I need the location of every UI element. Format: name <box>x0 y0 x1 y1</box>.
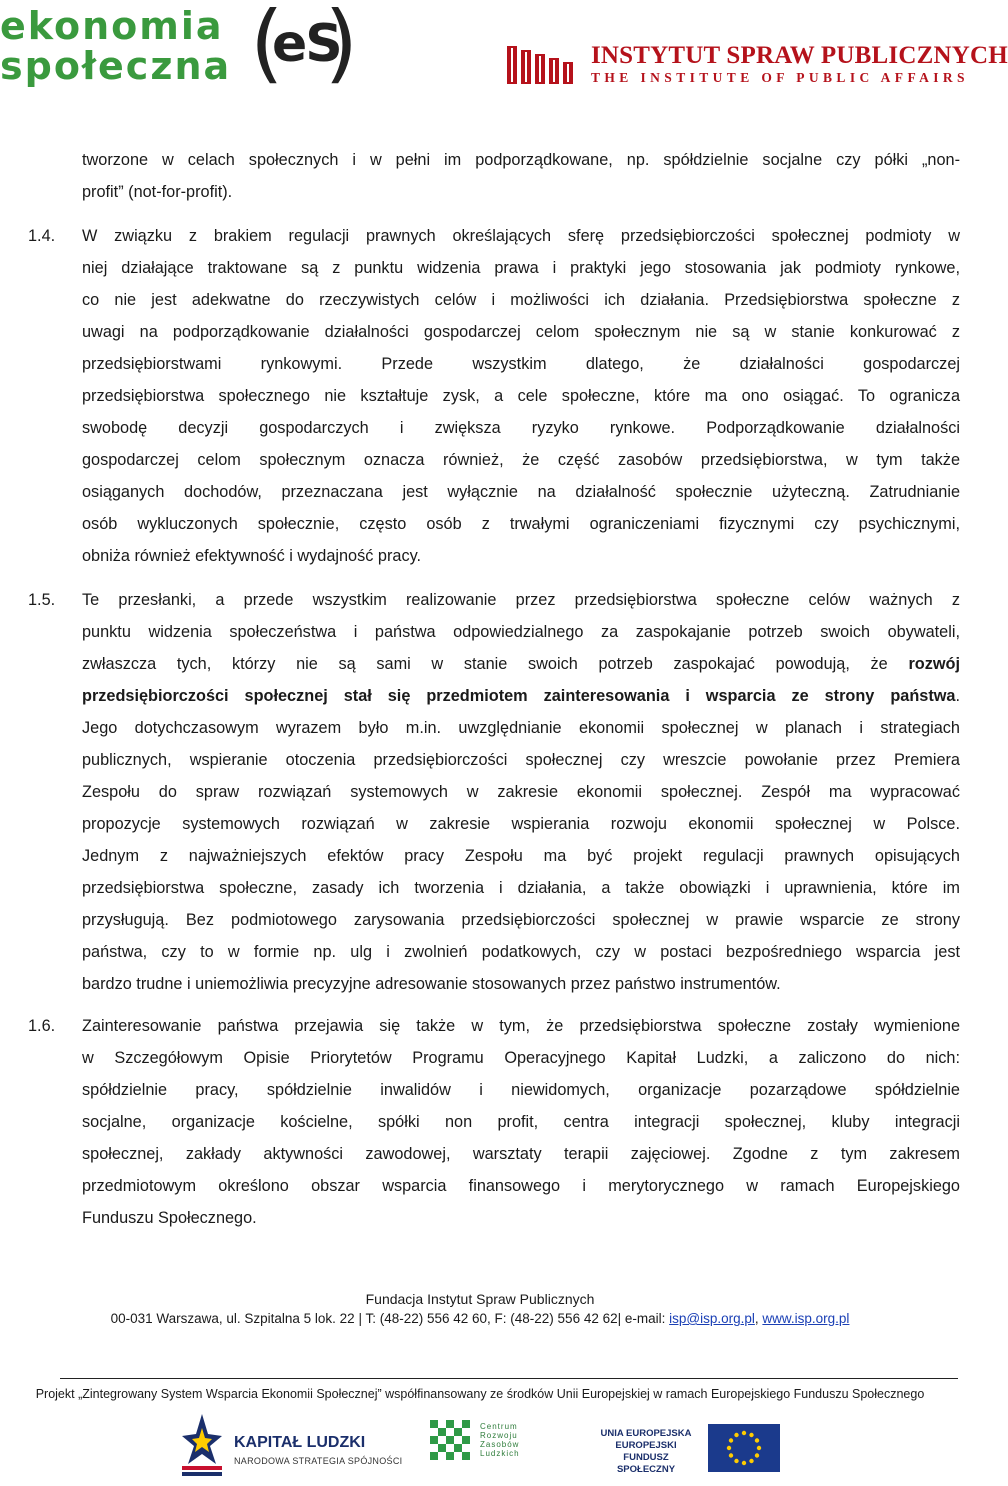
isp-logo <box>505 42 1008 88</box>
columns-icon <box>505 46 585 84</box>
footer-address: 00-031 Warszawa, ul. Szpitalna 5 lok. 22 | T: (48-22) 556 42 60, F: (48-22) 556 42 62| e-mail: <box>110 1311 670 1326</box>
text-line: przedsiębiorstwa społeczne, zasady ich tworzenia i działania, a także obowiązki i uprawnienia, które im <box>82 879 960 897</box>
kl-subtitle: NARODOWA STRATEGIA SPÓJNOŚCI <box>234 1456 403 1466</box>
section-number: 1.4. <box>28 227 56 245</box>
text-line: gospodarczej celom społecznym oznacza również, że część zasobów przedsiębiorstwa, w tym także <box>82 451 960 469</box>
text-line: osiąganych dochodów, przeznaczana jest wyłącznie na działalność społecznie użyteczną. Zatrudnianie <box>82 483 960 501</box>
text-line: Jego dotychczasowym wyrazem było m.in. uwzględnianie ekonomii społecznej w planach i strategiach <box>82 719 960 737</box>
bold-text: przedsiębiorczości społecznej stał się przedmiotem zainteresowania i wsparcia ze strony państwa <box>82 687 956 705</box>
footer-address-line <box>0 1311 960 1326</box>
text-line: obniża również efektywność i wydajność pracy. <box>82 547 422 565</box>
text-line: przedsiębiorstwa społecznego nie kształtuje zysk, a cele społeczne, które ma ono osiągać. To ogranicza <box>82 387 960 405</box>
section-number: 1.6. <box>28 1017 56 1035</box>
text-line: Te przesłanki, a przede wszystkim realizowanie przez przedsiębiorstwa społeczne celów ważnych z <box>82 591 960 609</box>
text-line: spółdzielnie pracy, spółdzielnie inwalidów i niewidomych, organizacje pozarządowe spółdzielnie <box>82 1081 960 1099</box>
text-line: przedsiębiorstwami rynkowymi. Przede wszystkim dlatego, że działalności gospodarczej <box>82 355 960 373</box>
text-line: tworzone w celach społecznych i w pełni im podporządkowane, np. spółdzielnie socjalne czy półki „non- <box>82 151 960 169</box>
text-line <box>82 685 960 707</box>
ekonomia-spoleczna-logo <box>0 0 360 93</box>
footer-org: Fundacja Instytut Spraw Publicznych <box>365 1291 595 1307</box>
text-line: w Szczegółowym Opisie Priorytetów Programu Operacyjnego Kapitał Ludzki, a zaliczono do nich: <box>82 1049 960 1067</box>
eu-logo <box>600 1424 870 1480</box>
email-link[interactable]: isp@isp.org.pl <box>669 1311 755 1326</box>
isp-name: INSTYTUT SPRAW PUBLICZNYCH <box>591 42 1008 69</box>
crzl-text: Centrum Rozwoju Zasobów Ludzkich <box>480 1422 520 1458</box>
text-span: . <box>955 687 960 705</box>
text-line: państwa, czy to w formie np. ulg i zwolnień podatkowych, czy w postaci bezpośredniego wsparcia jest <box>82 943 960 961</box>
bold-text: rozwój <box>908 655 960 673</box>
website-link[interactable]: www.isp.org.pl <box>762 1311 850 1326</box>
page-header <box>0 0 1008 100</box>
text-line: społecznej, zakłady aktywności zawodowej, warsztaty terapii zajęciowej. Zgodne z tym zakresem <box>82 1145 960 1163</box>
eu-flag-icon <box>708 1424 780 1472</box>
text-line: W związku z brakiem regulacji prawnych określających sferę przedsiębiorczości społecznej podmioty w <box>82 227 960 245</box>
text-line: przedmiotowym określono obszar wsparcia finansowego i merytorycznego w ramach Europejskiego <box>82 1177 960 1195</box>
footer-divider <box>60 1378 958 1379</box>
es-mark: ( eS ) <box>250 0 358 93</box>
crzl-logo <box>430 1418 540 1478</box>
kl-title: KAPITAŁ LUDZKI <box>234 1434 366 1451</box>
text-line: Jednym z najważniejszych efektów pracy Zespołu ma być projekt regulacji prawnych opisujących <box>82 847 960 865</box>
text-line: swobodę decyzji gospodarczych i zwiększa ryzyko rynkowe. Podporządkowanie działalności <box>82 419 960 437</box>
text-line: Zespołu do spraw rozwiązań systemowych w zakresie ekonomii społecznej. Zespół ma wypracować <box>82 783 960 801</box>
crzl-grid-icon <box>430 1420 470 1460</box>
kapital-ludzki-star-icon <box>182 1414 222 1478</box>
text-line: propozycje systemowych rozwiązań w zakresie wspierania rozwoju ekonomii społecznej w Polsce. <box>82 815 960 833</box>
text-line: przysługują. Bez podmiotowego zarysowania przedsiębiorczości społecznej w prawie wsparcie ze strony <box>82 911 960 929</box>
text-line: punktu widzenia społeczeństwa i państwa odpowiedzialnego za zaspokajanie potrzeb swoich obywateli, <box>82 623 960 641</box>
text-line: Funduszu Społecznego. <box>82 1209 257 1227</box>
kapital-ludzki-logo <box>182 1414 403 1478</box>
project-note: Projekt „Zintegrowany System Wsparcia Ekonomii Społecznej” współfinansowany ze środków Unii Europejskiej w ramach Europejskiego Funduszu Społecznego <box>35 1387 925 1401</box>
logo-line-1: ekonomia <box>0 4 224 48</box>
funding-logos <box>0 1410 960 1486</box>
text-line: niej działające traktowane są z punktu widzenia prawa i praktyki jego stosowania jak podmioty rynkowe, <box>82 259 960 277</box>
isp-subtitle: THE INSTITUTE OF PUBLIC AFFAIRS <box>591 70 969 85</box>
text-span: zwłaszcza tych, którzy nie są sami w stanie swoich potrzeb zaspokajać powodują, że <box>82 655 888 673</box>
eu-text: UNIA EUROPEJSKA EUROPEJSKI FUNDUSZ SPOŁECZNY <box>600 1428 692 1475</box>
text-line: uwagi na podporządkowanie działalności gospodarczej celom społecznym nie są w stanie konkurować z <box>82 323 960 341</box>
text-line: Zainteresowanie państwa przejawia się także w tym, że przedsiębiorstwa społeczne zostały wymienione <box>82 1017 960 1035</box>
text-line: osób wykluczonych społecznie, często osób z trwałymi ograniczeniami fizycznymi czy psychicznymi, <box>82 515 960 533</box>
logo-line-2: społeczna <box>0 44 232 88</box>
section-number: 1.5. <box>28 591 56 609</box>
text-line: profit” (not-for-profit). <box>82 183 233 201</box>
text-line: bardzo trudne i uniemożliwia precyzyjne adresowanie stosowanych przez państwo instrumentów. <box>82 975 781 993</box>
footer-separator: , <box>754 1311 763 1326</box>
text-line: socjalne, organizacje kościelne, spółki non profit, centra integracji społecznej, kluby integracji <box>82 1113 960 1131</box>
text-line <box>82 653 960 675</box>
text-line: co nie jest adekwatne do rzeczywistych celów i możliwości ich działania. Przedsiębiorstwa społeczne z <box>82 291 960 309</box>
es-mark-text: eS <box>272 14 341 74</box>
text-line: publicznych, wspieranie otoczenia przedsiębiorczości społecznej czy wreszcie powołanie przez Premiera <box>82 751 960 769</box>
